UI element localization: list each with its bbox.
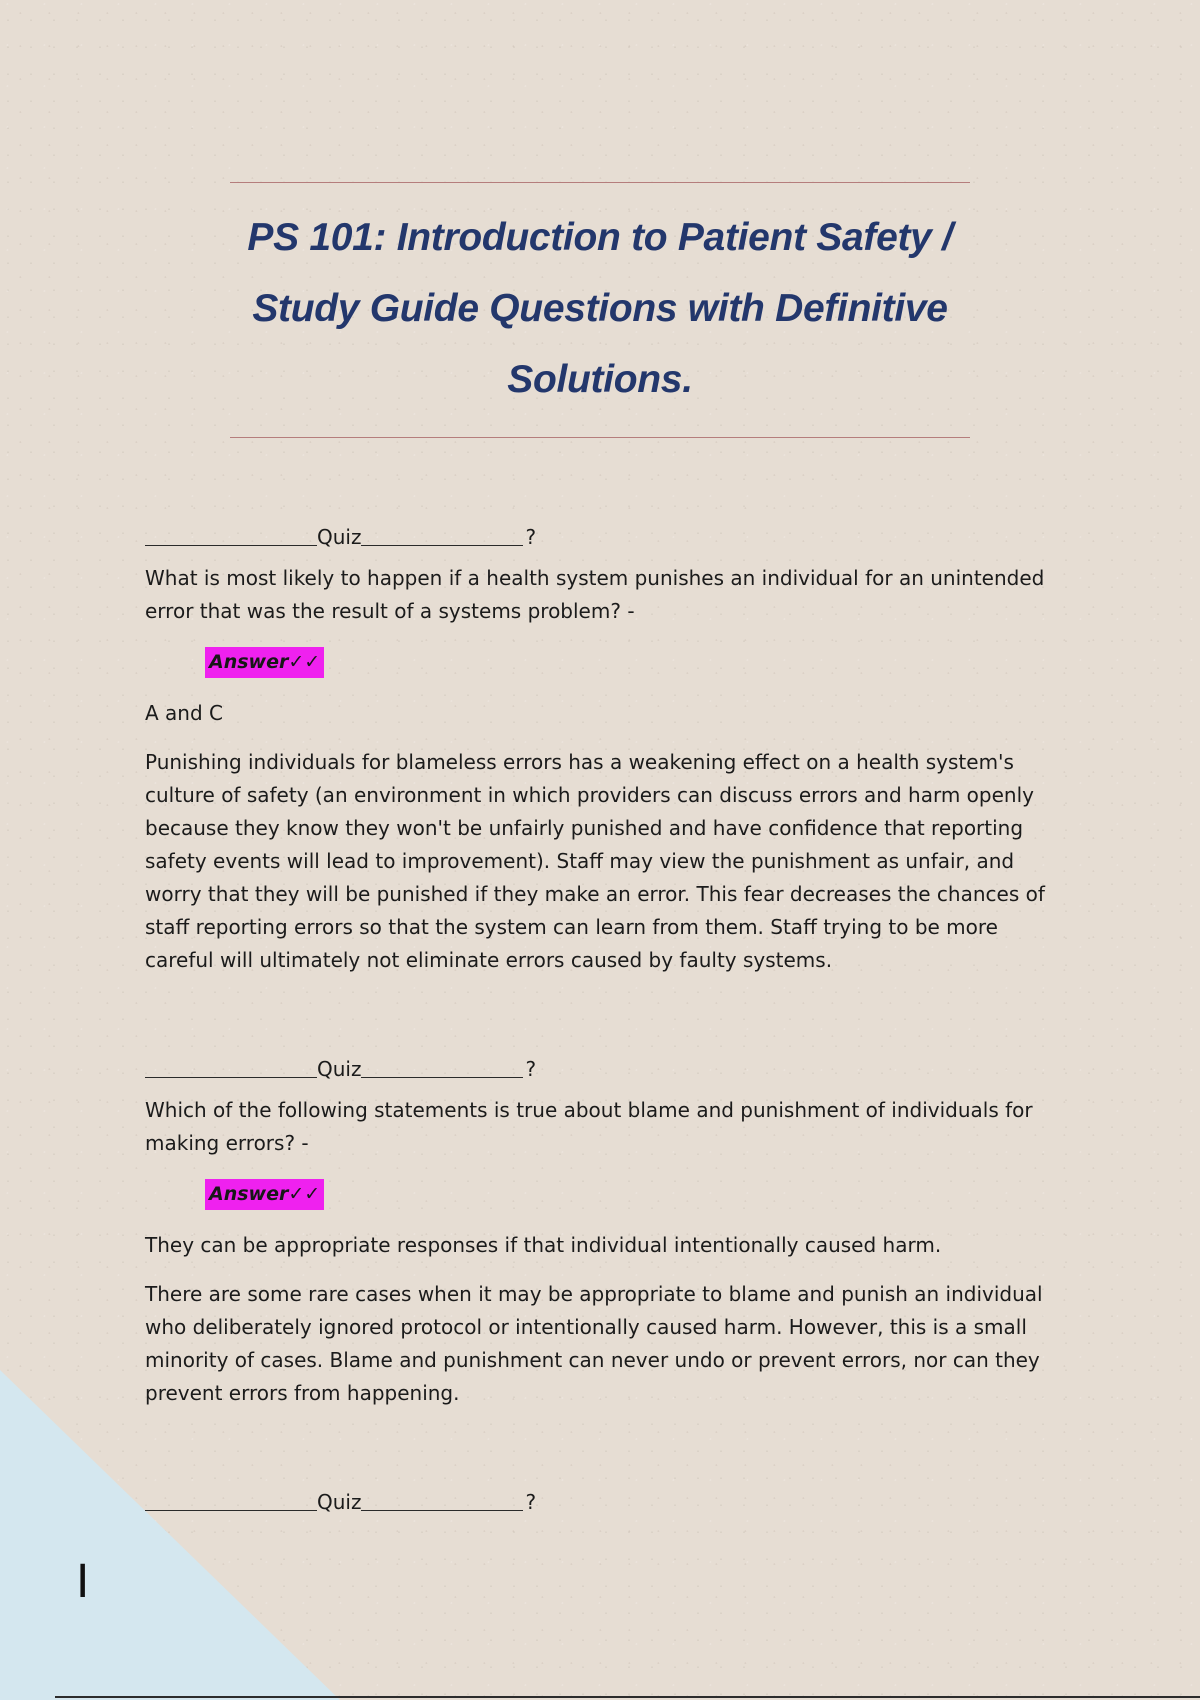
quiz-answer: A and C (145, 701, 223, 725)
answer-label: Answer✓✓ (205, 647, 324, 678)
quiz-answer: They can be appropriate responses if that individual intentionally caused harm. (145, 1233, 942, 1257)
quiz-heading-question-mark: ? (525, 1490, 537, 1514)
quiz-heading-left-blank (145, 1053, 317, 1078)
quiz-heading-right-blank (361, 521, 523, 546)
title-bottom-divider (230, 437, 970, 438)
answer-explanation: There are some rare cases when it may be appropriate to blame and punish an individual who deliberately ignored protocol or intentionally caused harm. However, this is a small minority of cases. Blame and punishment can never undo or prevent errors, nor can they prevent errors from happening. (145, 1282, 1043, 1405)
quiz-heading-label: Quiz (317, 1057, 362, 1081)
answer-explanation: Punishing individuals for blameless errors has a weakening effect on a health system's culture of safety (an environment in which providers can discuss errors and harm openly because they know they won't be unfairly punished and have confidence that reporting safety events will lead to improvement). Staff may view the punishment as unfair, and worry that they will be punished if they make an error. This fear decreases the chances of staff reporting errors so that the system can learn from them. Staff trying to be more careful will ultimately not eliminate errors caused by faulty systems. (145, 750, 1045, 972)
quiz-section-3 (145, 1483, 1065, 1517)
quiz-heading (145, 1483, 1065, 1517)
quiz-heading-question-mark: ? (525, 525, 537, 549)
quiz-heading-right-blank (361, 1486, 523, 1511)
title-top-divider (230, 182, 970, 183)
quiz-question: What is most likely to happen if a health system punishes an individual for an unintended error that was the result of a systems problem? - (145, 566, 1045, 623)
document-title: PS 101: Introduction to Patient Safety / Study Guide Questions with Definitive Solutions. (247, 216, 953, 401)
quiz-heading (145, 518, 1065, 552)
quiz-heading-right-blank (361, 1053, 523, 1078)
quiz-heading-left-blank (145, 521, 317, 546)
quiz-question: Which of the following statements is true about blame and punishment of individuals for making errors? - (145, 1098, 1033, 1155)
quiz-section-1 (145, 518, 1065, 977)
quiz-heading (145, 1050, 1065, 1084)
quiz-heading-label: Quiz (317, 1490, 362, 1514)
quiz-heading-left-blank (145, 1486, 317, 1511)
quiz-section-2 (145, 1050, 1065, 1410)
quiz-heading-label: Quiz (317, 525, 362, 549)
study-guide-content (145, 518, 1065, 1527)
quiz-heading-question-mark: ? (525, 1057, 537, 1081)
page-number: I (76, 1555, 90, 1608)
bottom-page-rule (55, 1696, 1200, 1698)
answer-label: Answer✓✓ (205, 1179, 324, 1210)
